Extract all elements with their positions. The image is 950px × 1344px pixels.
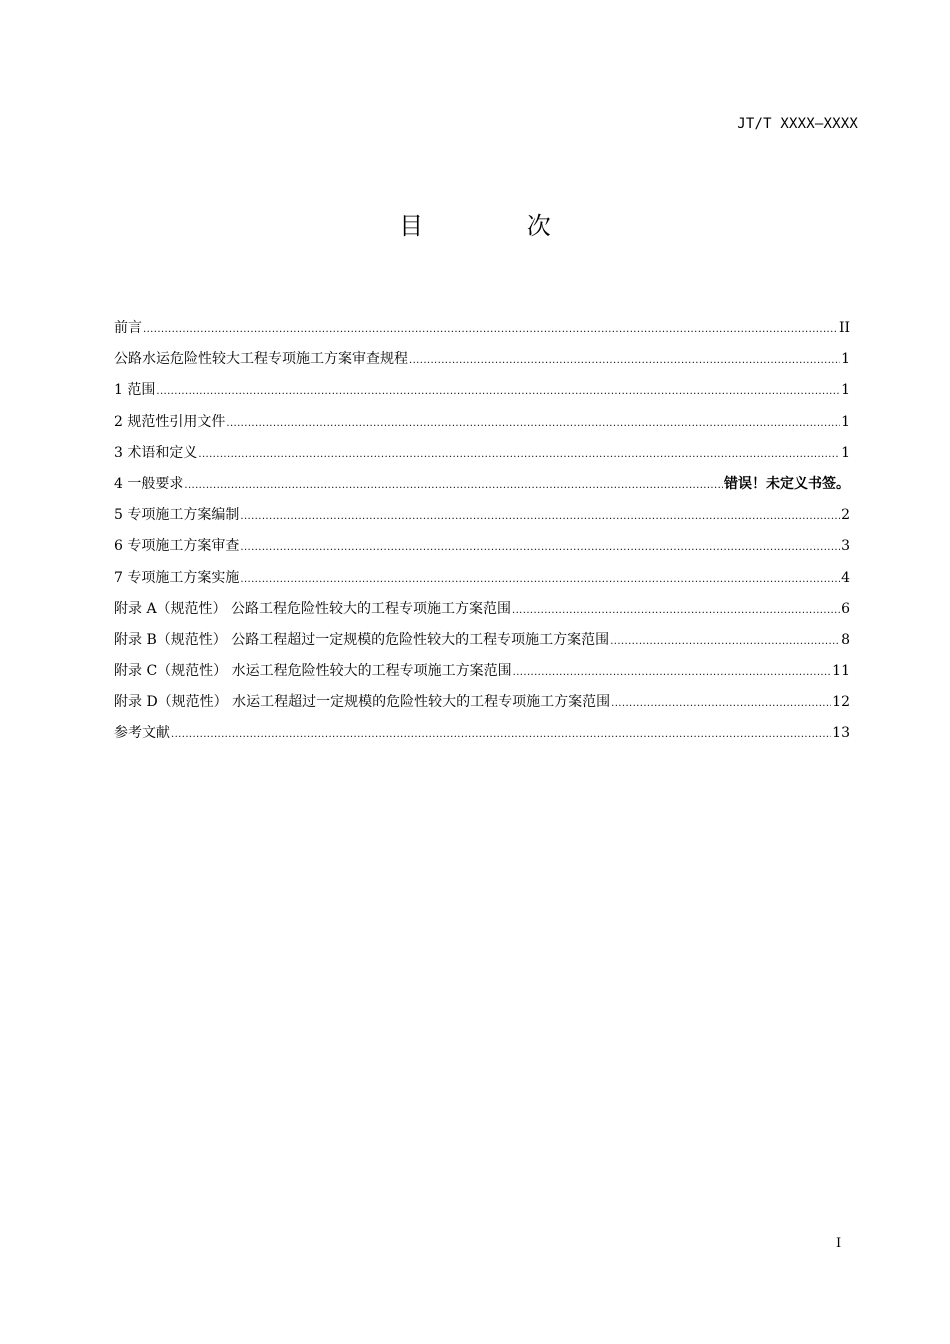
toc-entry-plan-implementation[interactable]: [114, 566, 850, 597]
toc-entry-label: 附录 A（规范性） 公路工程危险性较大的工程专项施工方案范围: [114, 600, 512, 617]
page-number: I: [836, 1236, 842, 1251]
toc-entry-label: 1 范围: [114, 382, 156, 399]
toc-title: 目 次: [399, 212, 599, 240]
toc-entry-page: 12: [832, 694, 850, 711]
toc-entry-page: 1: [841, 413, 850, 430]
toc-entry-page: 1: [841, 351, 850, 368]
toc-entry-normative-references[interactable]: [114, 410, 850, 441]
toc-dot-leader: [240, 503, 840, 527]
toc-entry-page: 2: [841, 507, 850, 524]
toc-entry-label: 附录 C（规范性） 水运工程危险性较大的工程专项施工方案范围: [114, 663, 512, 680]
toc-entry-appendix-b[interactable]: [114, 628, 850, 659]
toc-entry-label: 5 专项施工方案编制: [114, 507, 240, 524]
toc-entry-title[interactable]: [114, 347, 850, 378]
toc-entry-appendix-d[interactable]: [114, 690, 850, 721]
toc-entry-label: 附录 D（规范性） 水运工程超过一定规模的危险性较大的工程专项施工方案范围: [114, 694, 611, 711]
toc-dot-leader: [610, 628, 840, 652]
toc-entry-label: 附录 B（规范性） 公路工程超过一定规模的危险性较大的工程专项施工方案范围: [114, 631, 610, 648]
toc-entry-label: 7 专项施工方案实施: [114, 569, 240, 586]
toc-dot-leader: [512, 597, 840, 621]
toc-entry-appendix-a[interactable]: [114, 597, 850, 628]
toc-dot-leader: [240, 534, 840, 558]
toc-entry-scope[interactable]: [114, 378, 850, 409]
toc-dot-leader: [156, 378, 840, 402]
toc-entry-page: 6: [841, 600, 850, 617]
toc-dot-leader: [409, 347, 840, 371]
toc-entry-label: 公路水运危险性较大工程专项施工方案审查规程: [114, 351, 408, 368]
toc-entry-terms-definitions[interactable]: [114, 441, 850, 472]
toc-dot-leader: [171, 721, 831, 745]
toc-entry-page: 11: [832, 663, 850, 680]
toc-entry-general-requirements[interactable]: [114, 472, 850, 503]
toc-dot-leader: [198, 441, 840, 465]
toc-dot-leader: [513, 659, 832, 683]
toc-entry-bibliography[interactable]: [114, 721, 850, 752]
toc-entry-label: 3 术语和定义: [114, 444, 198, 461]
toc-entry-page: 4: [841, 569, 850, 586]
toc-entry-label: 前言: [114, 320, 142, 336]
toc-entry-plan-preparation[interactable]: [114, 503, 850, 534]
toc-dot-leader: [184, 472, 723, 496]
toc-entry-plan-review[interactable]: [114, 534, 850, 565]
toc-entry-label: 4 一般要求: [114, 475, 184, 492]
toc-entry-page: 1: [841, 444, 850, 461]
toc-entry-label: 2 规范性引用文件: [114, 413, 226, 430]
toc-dot-leader: [226, 410, 840, 434]
toc-entry-appendix-c[interactable]: [114, 659, 850, 690]
toc-entry-page: 3: [841, 538, 850, 555]
toc-entry-page: 1: [841, 382, 850, 399]
document-code: JT/T XXXX—XXXX: [737, 116, 858, 132]
toc-entry-label: 6 专项施工方案审查: [114, 538, 240, 555]
toc-dot-leader: [143, 316, 838, 340]
toc-dot-leader: [240, 566, 840, 590]
toc-entry-page: 13: [832, 725, 850, 742]
toc-entry-page: 8: [841, 631, 850, 648]
toc-entry-preface[interactable]: [114, 316, 850, 347]
toc-entry-page: II: [838, 320, 850, 336]
toc-bookmark-error: 错误！未定义书签。: [724, 475, 850, 492]
toc-dot-leader: [611, 690, 831, 714]
table-of-contents: [114, 316, 850, 753]
toc-entry-label: 参考文献: [114, 725, 170, 742]
